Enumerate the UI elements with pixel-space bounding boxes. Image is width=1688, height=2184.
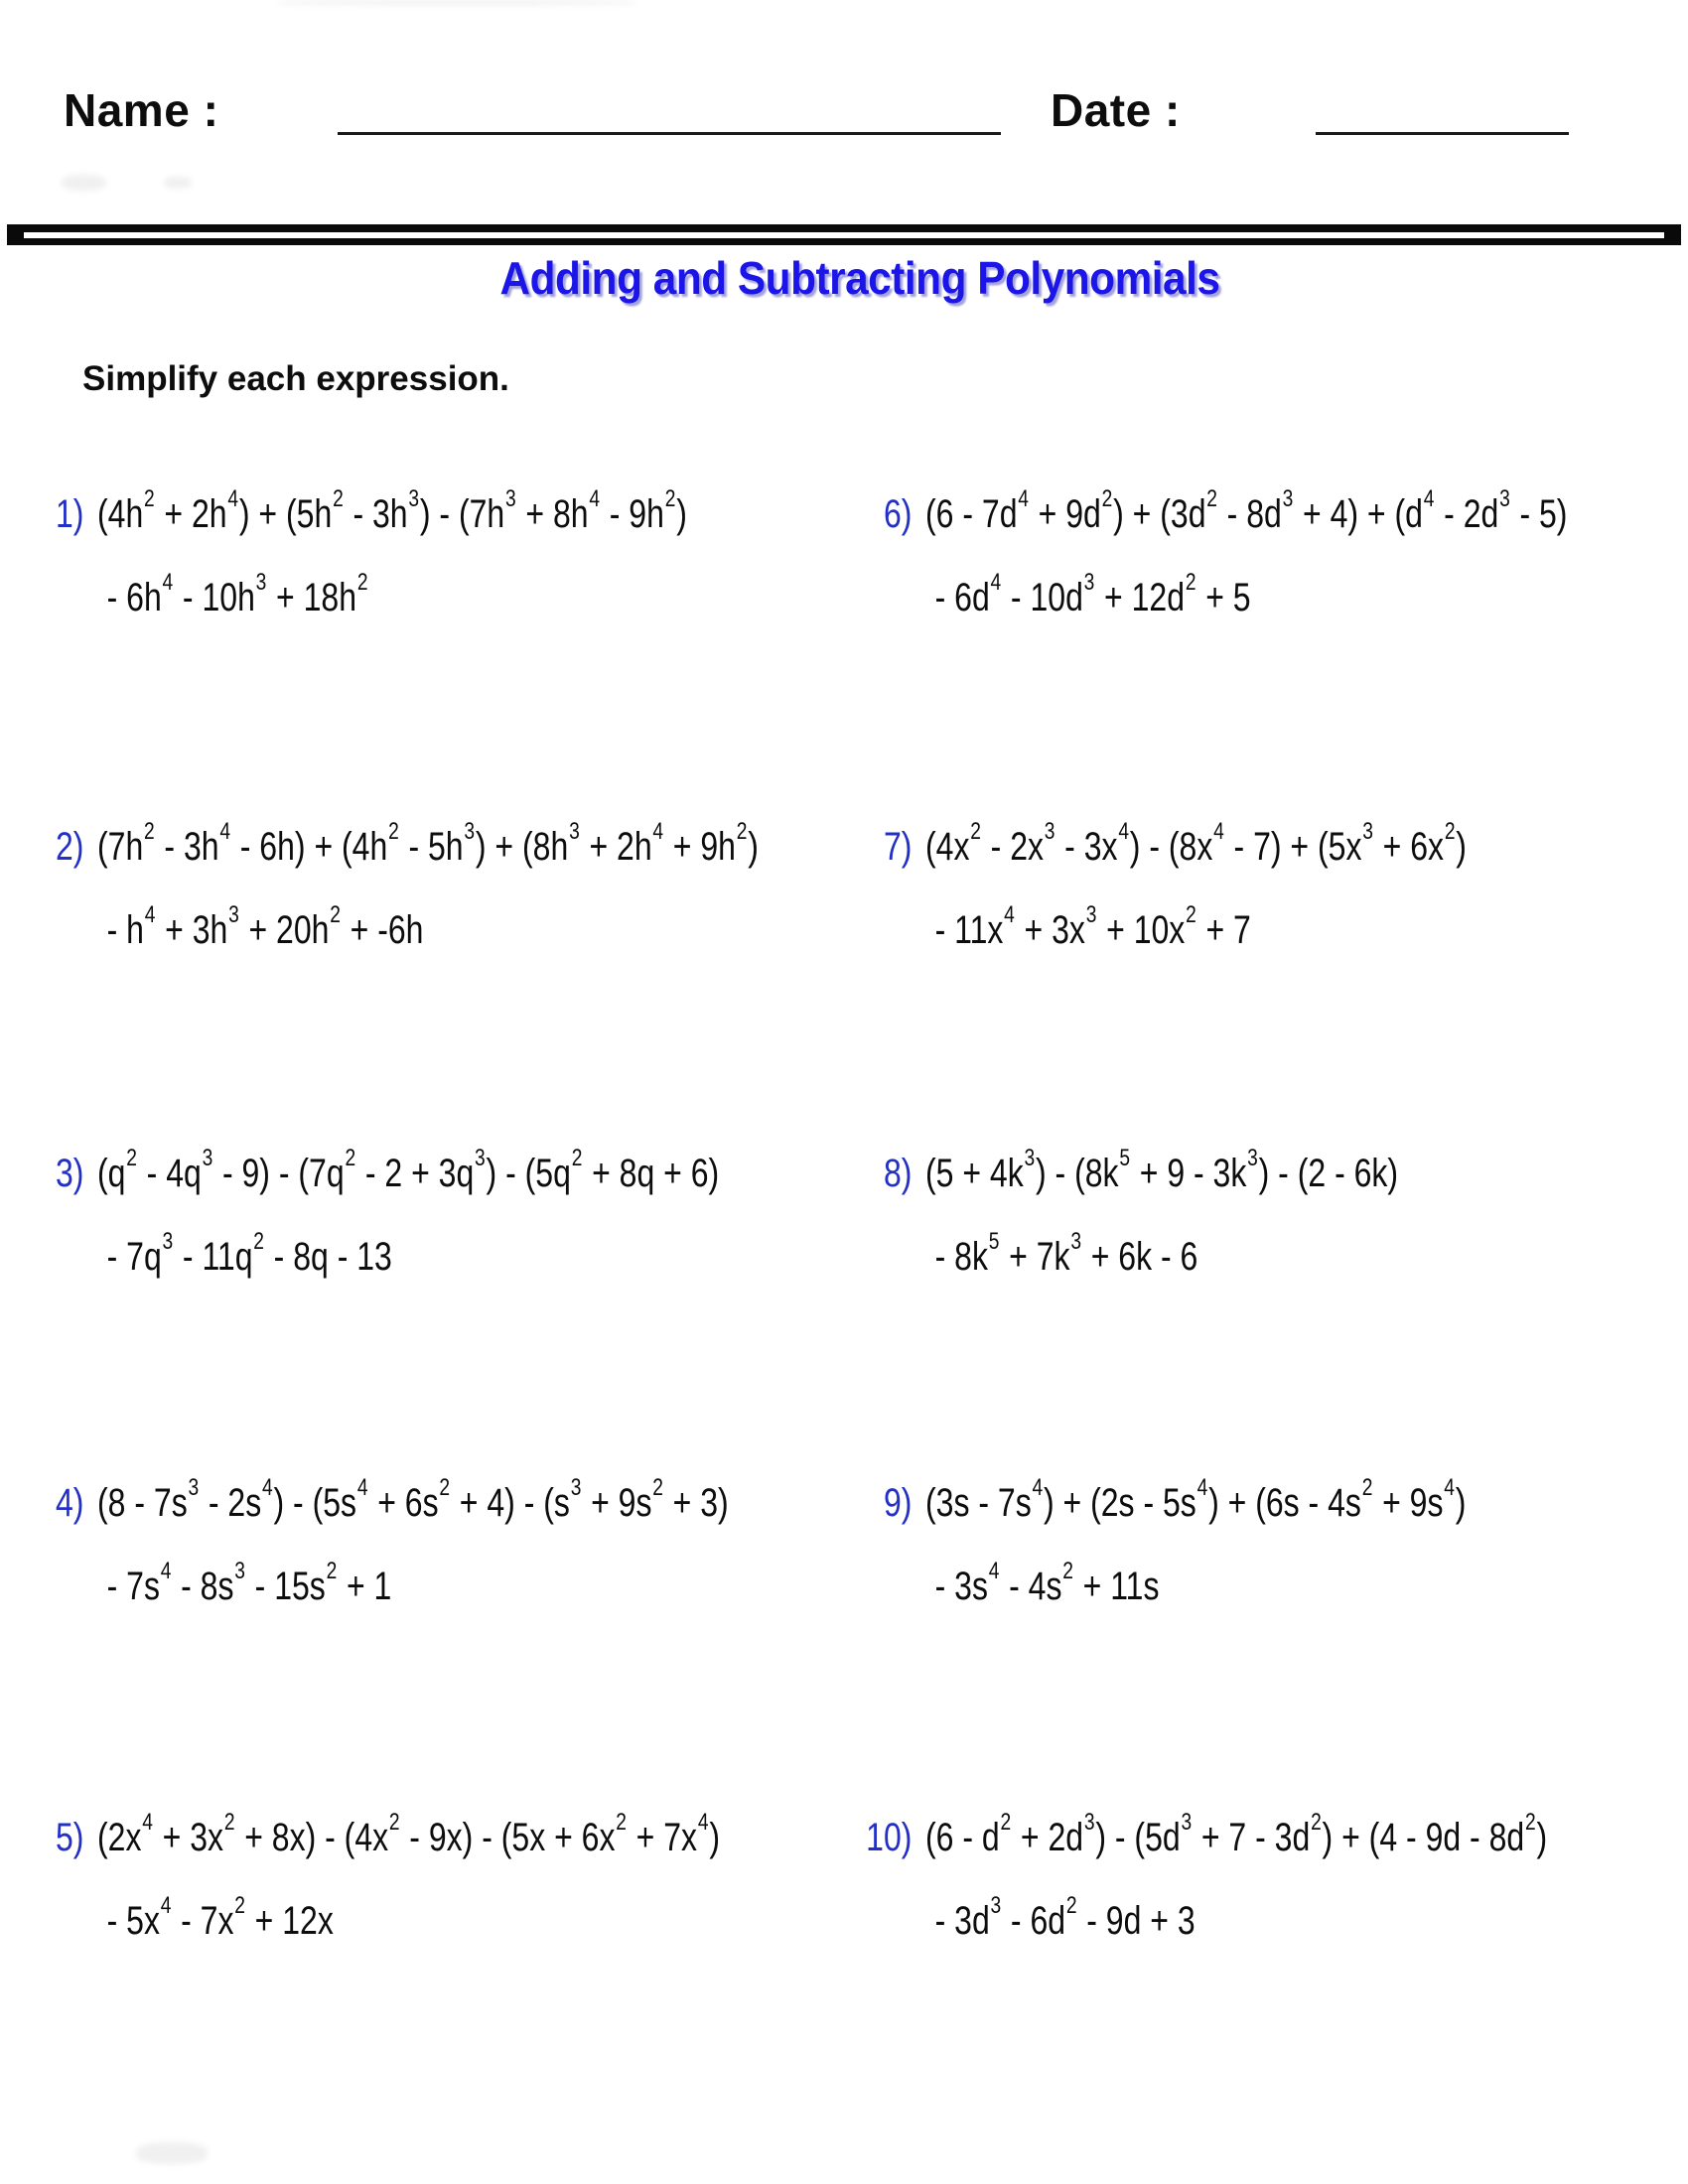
problem-number: 10) [866, 1816, 913, 1859]
name-blank-line [338, 132, 1001, 135]
problem-answer: - $8k^5 + 7k^3 + 6k - 6$ [934, 1228, 1198, 1279]
problem-expression: $(3s - 7s^4) + (2s - 5s^4) + (6s - 4s^2 + 9s^4)$ [925, 1474, 1467, 1525]
problem-expression: $(8 - 7s^3 - 2s^4) - (5s^4 + 6s^2 + 4) - (s^3 + 9s^2 + 3)$ [97, 1474, 729, 1525]
problem-answer: - $3d^3 - 6d^2 - 9d + 3$ [934, 1892, 1196, 1943]
name-label: Name : [64, 84, 219, 136]
problem-row [866, 1474, 1688, 1610]
header-divider [7, 224, 1681, 245]
problem-answer: - $5x^4 - 7x^2 + 12x$ [106, 1892, 334, 1943]
problem-row [38, 485, 931, 621]
problem-expression: $(2x^4 + 3x^2 + 8x) - (4x^2 - 9x) - (5x + 6x^2 + 7x^4)$ [97, 1809, 720, 1859]
problem-row [38, 1809, 931, 1945]
problem-answer: - $6h^4 - 10h^3 + 18h^2$ [106, 569, 368, 619]
problem-answer: - $6d^4 - 10d^3 + 12d^2 + 5$ [934, 569, 1251, 619]
problem-answer: - $h^4 + 3h^3 + 20h^2 + -6h$ [106, 901, 424, 952]
scan-artifact [278, 0, 635, 5]
scan-artifact [164, 177, 192, 189]
header-divider-stripe [24, 232, 1664, 238]
problem-expression: $(q^2 - 4q^3 - 9) - (7q^2 - 2 + 3q^3) - (5q^2 + 8q + 6)$ [97, 1145, 720, 1195]
worksheet-title: Adding and Subtracting Polynomials [499, 252, 1220, 304]
problem-row [866, 1809, 1688, 1945]
problem-number: 2) [55, 825, 84, 869]
problem-number: 9) [883, 1481, 913, 1525]
problem-expression: $(4x^2 - 2x^3 - 3x^4) - (8x^4 - 7) + (5x^3 + 6x^2)$ [925, 818, 1467, 869]
problem-expression: $(4h^2 + 2h^4) + (5h^2 - 3h^3) - (7h^3 + 8h^4 - 9h^2)$ [97, 485, 687, 536]
problem-expression: $(5 + 4k^3) - (8k^5 + 9 - 3k^3) - (2 - 6k)$ [925, 1145, 1399, 1195]
problem-row [866, 818, 1688, 954]
problem-number: 3) [55, 1152, 84, 1195]
instruction-text: Simplify each expression. [82, 359, 509, 398]
problem-expression: $(6 - d^2 + 2d^3) - (5d^3 + 7 - 3d^2) + (4 - 9d - 8d^2)$ [925, 1809, 1548, 1859]
problem-number: 8) [883, 1152, 913, 1195]
problem-expression: $(6 - 7d^4 + 9d^2) + (3d^2 - 8d^3 + 4) + (d^4 - 2d^3 - 5)$ [925, 485, 1568, 536]
problem-expression: $(7h^2 - 3h^4 - 6h) + (4h^2 - 5h^3) + (8h^3 + 2h^4 + 9h^2)$ [97, 818, 759, 869]
problem-row [866, 485, 1688, 621]
problem-answer: - $11x^4 + 3x^3 + 10x^2 + 7$ [934, 901, 1251, 952]
scan-artifact [62, 175, 106, 191]
problem-number: 5) [55, 1816, 84, 1859]
problem-number: 6) [883, 492, 913, 536]
problem-row [38, 1474, 931, 1610]
problem-number: 7) [883, 825, 913, 869]
problem-row [38, 818, 931, 954]
problem-row [866, 1145, 1688, 1281]
problem-number: 4) [55, 1481, 84, 1525]
problem-answer: - $7q^3 - 11q^2 - 8q - 13$ [106, 1228, 392, 1279]
scan-artifact [136, 2142, 208, 2164]
date-blank-line [1316, 132, 1569, 135]
problem-number: 1) [55, 492, 84, 536]
date-label: Date : [1051, 84, 1181, 136]
problem-answer: - $3s^4 - 4s^2 + 11s$ [934, 1558, 1160, 1608]
problem-answer: - $7s^4 - 8s^3 - 15s^2 + 1$ [106, 1558, 392, 1608]
problem-row [38, 1145, 931, 1281]
